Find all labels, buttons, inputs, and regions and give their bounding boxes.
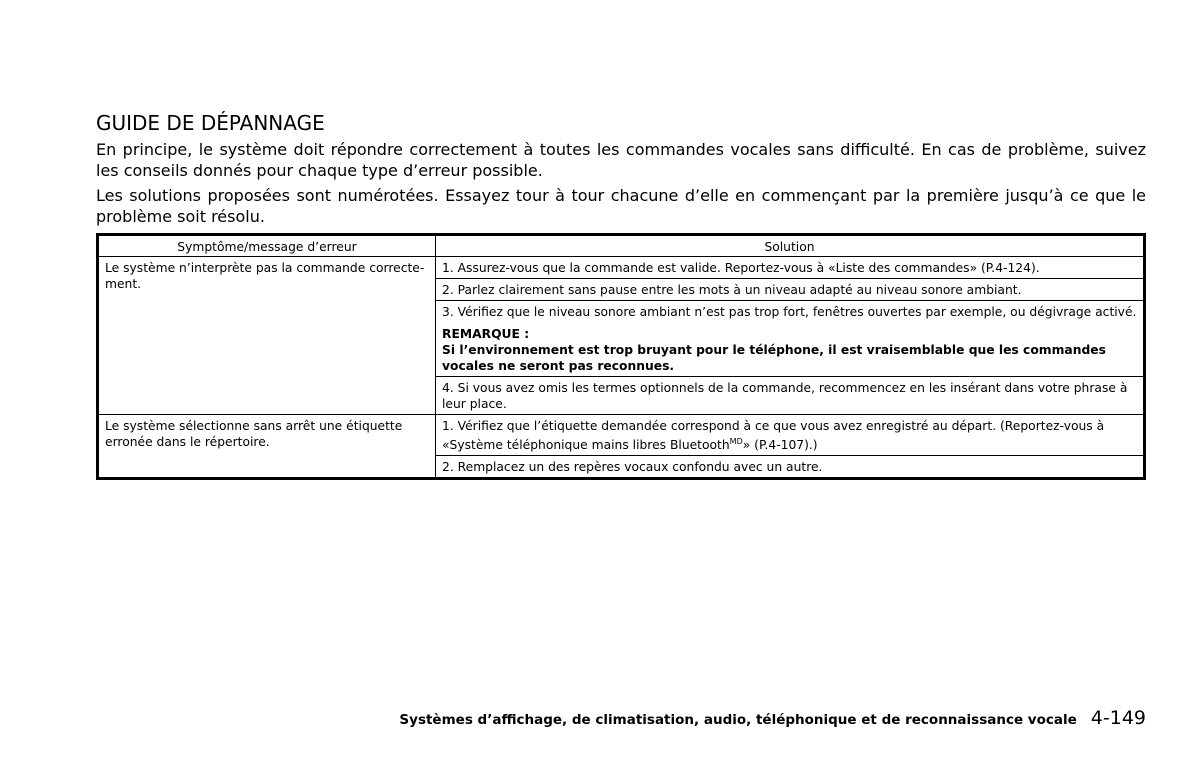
- solution-cell: [436, 301, 1145, 377]
- solution-text: 1. Vérifiez que l’étiquette demandée correspond à ce que vous avez enregistré au départ. (Reportez-vous à «Système téléphonique mains libres Bluetooth: [442, 419, 1105, 453]
- table-row: [98, 257, 1145, 279]
- note-label: REMARQUE :: [442, 327, 530, 341]
- footer-section-title: Systèmes d’affichage, de climatisation, audio, téléphonique et de reconnaissance vocale: [399, 712, 1077, 728]
- page-number: 4-149: [1090, 707, 1146, 729]
- symptom-cell: Le système sélectionne sans arrêt une étiquette erronée dans le répertoire.: [98, 415, 436, 479]
- page-content: [96, 111, 1146, 480]
- table-row: [98, 415, 1145, 456]
- trademark-superscript: MD: [729, 437, 743, 446]
- troubleshooting-table: [96, 233, 1146, 480]
- page-footer: [399, 707, 1146, 729]
- solution-cell: 4. Si vous avez omis les termes optionnels de la commande, recommencez en les insérant dans votre phrase à leur place.: [436, 377, 1145, 415]
- intro-paragraph: En principe, le système doit répondre correctement à toutes les commandes vocales sans difficulté. En cas de problème, suivez les conseils donnés pour chaque type d’erreur possible.: [96, 140, 1146, 180]
- instructions-paragraph: Les solutions proposées sont numérotées. Essayez tour à tour chacune d’elle en commençant par la première jusqu’à ce que le problème soit résolu.: [96, 186, 1146, 226]
- symptom-cell: Le système n’interprète pas la commande correcte-ment.: [98, 257, 436, 415]
- section-title: GUIDE DE DÉPANNAGE: [96, 111, 325, 135]
- note-text: Si l’environnement est trop bruyant pour le téléphone, il est vraisemblable que les commandes vocales ne seront pas reconnues.: [442, 343, 1106, 373]
- column-header-symptom: Symptôme/message d’erreur: [98, 235, 436, 257]
- solution-cell: 2. Remplacez un des repères vocaux confondu avec un autre.: [436, 456, 1145, 479]
- solution-cell: 1. Assurez-vous que la commande est valide. Reportez-vous à «Liste des commandes» (P.4-124).: [436, 257, 1145, 279]
- table-header-row: [98, 235, 1145, 257]
- solution-text: 3. Vérifiez que le niveau sonore ambiant n’est pas trop fort, fenêtres ouvertes par exemple, ou dégivrage activé.: [442, 305, 1137, 319]
- solution-text-end: » (P.4-107).): [742, 438, 818, 453]
- solution-cell: [436, 415, 1145, 456]
- solution-cell: 2. Parlez clairement sans pause entre les mots à un niveau adapté au niveau sonore ambiant.: [436, 279, 1145, 301]
- column-header-solution: Solution: [436, 235, 1145, 257]
